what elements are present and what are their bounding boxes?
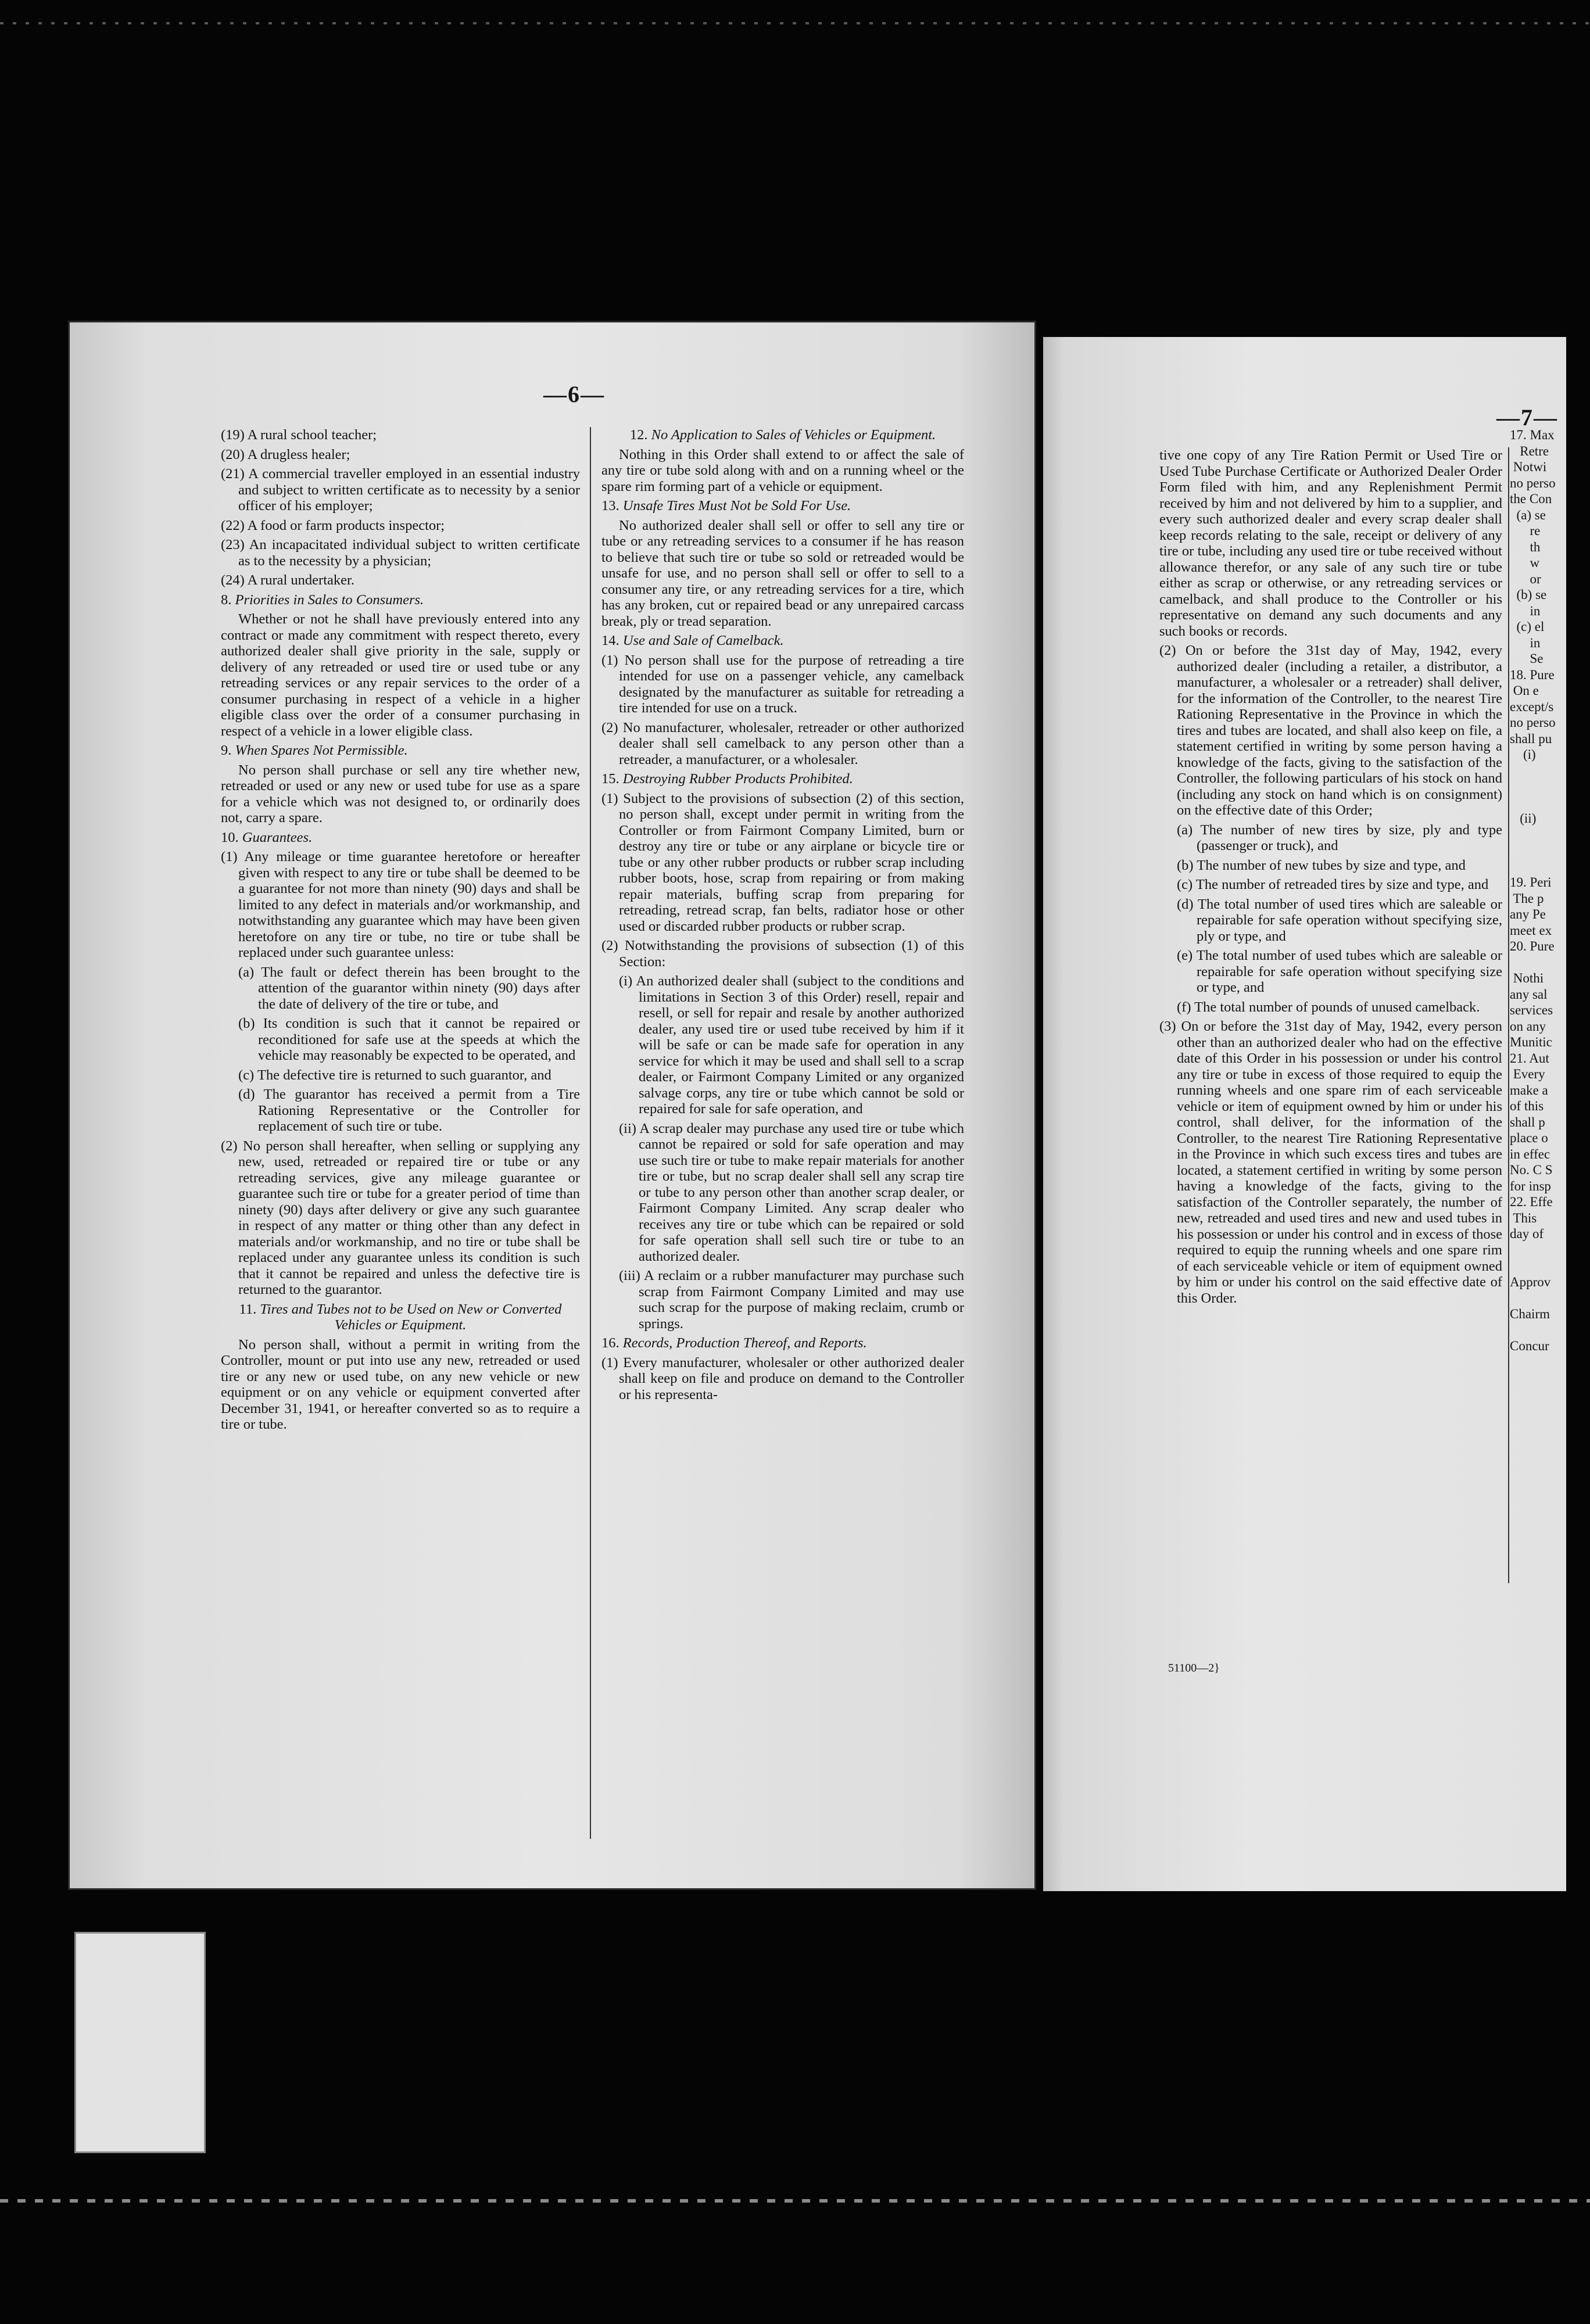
section-heading bbox=[601, 1335, 964, 1351]
cut-line: for insp bbox=[1510, 1178, 1551, 1193]
section-heading bbox=[601, 633, 964, 649]
cut-line: of this bbox=[1510, 1099, 1544, 1113]
cut-line: Chairm bbox=[1510, 1306, 1550, 1321]
clause: (iii) A reclaim or a rubber manufacturer may purchase such scrap from Fairmont Company Limited and may use such scrap for the purpose of making reclaim, crumb or springs. bbox=[619, 1268, 964, 1332]
section-title: When Spares Not Permissible. bbox=[235, 743, 408, 758]
clause: (b) The number of new tubes by size and type, and bbox=[1177, 857, 1466, 873]
section-heading bbox=[221, 830, 580, 846]
clause: (c) The number of retreaded tires by size and type, and bbox=[1177, 877, 1489, 892]
cut-line: Approv bbox=[1510, 1274, 1551, 1289]
cut-line: no perso bbox=[1510, 475, 1556, 490]
cut-line: On e bbox=[1510, 683, 1539, 698]
cut-line: any Pe bbox=[1510, 907, 1546, 921]
cut-line: no perso bbox=[1510, 715, 1556, 730]
section-number: 9. bbox=[221, 743, 235, 758]
section-heading bbox=[221, 743, 580, 759]
cut-line: 21. Aut bbox=[1510, 1050, 1549, 1066]
clause: (2) Notwithstanding the provisions of subsection (1) of this Section: bbox=[601, 938, 964, 970]
clause: (19) A rural school teacher; bbox=[221, 427, 377, 443]
clause: (ii) A scrap dealer may purchase any used tire or tube which cannot be repaired or sold for safe operation and may use such tire or tube to make repair materials for another tire or tube, but no scrap dealer shall sell any scrap tire or tube to any person other than another scrap dealer, or Fairmont Company Limited. Any scrap dealer who receives any tire or tube which can be repaired or sold for safe operation shall sell such tire or tube to an authorized dealer. bbox=[619, 1120, 964, 1264]
clause: (a) The number of new tires by size, ply and type (passenger or truck), and bbox=[1177, 822, 1502, 853]
cut-line: the Con bbox=[1510, 492, 1552, 506]
page-seven bbox=[1043, 337, 1566, 1891]
clause: (2) No person shall hereafter, when selling or supplying any new, used, retreaded or repaired tire or tube or any retreading services, give any mileage guarantee or guarantee such tire or tube for a greater period of time than ninety (90) days after delivery or give any such guarantee in respect of any matter or thing other than any defect in materials and/or workmanship, and no tire or tube shall be replaced under any guarantee unless its condition is such that it cannot be repaired and unless the defective tire is returned to the guarantor. bbox=[221, 1138, 580, 1297]
section-title: Tires and Tubes not to be Used on New or Converted Vehicles or Equipment. bbox=[260, 1301, 562, 1333]
left-column-one bbox=[221, 427, 580, 1436]
section-number: 10. bbox=[221, 829, 242, 845]
paragraph: No person shall purchase or sell any tire whether new, retreaded or used or any new or used tube for use as a spare for a vehicle which was not designed to, or ordinarily does not, carry a spare. bbox=[221, 762, 580, 826]
cut-line: This bbox=[1510, 1210, 1537, 1225]
cut-line: Nothi bbox=[1510, 971, 1544, 985]
page-six bbox=[70, 322, 1034, 1888]
section-heading bbox=[601, 771, 964, 787]
cut-line: make a bbox=[1510, 1082, 1548, 1098]
cut-line bbox=[1510, 1258, 1565, 1274]
cut-line: 18. Pure bbox=[1510, 667, 1555, 682]
cut-line: Notwi bbox=[1510, 460, 1547, 474]
paragraph: Whether or not he shall have previously entered into any contract or made any commitment with respect thereto, every authorized dealer shall give priority in the sale, supply or delivery of any retreaded or used tire or used tube or any retreading services or any repair services to the order of a consumer purchasing in respect of a vehicle in a higher eligible class over the order of a consumer purchasing in respect of a vehicle in a lower eligible class. bbox=[221, 611, 580, 739]
cut-line: 17. Max bbox=[1510, 428, 1555, 442]
section-number: 11. bbox=[239, 1301, 260, 1317]
column-divider bbox=[590, 427, 591, 1839]
section-title: Unsafe Tires Must Not be Sold For Use. bbox=[622, 498, 851, 514]
cut-line bbox=[1510, 827, 1565, 843]
paragraph: Nothing in this Order shall extend to or affect the sale of any tire or tube sold along with and on a running wheel or the spare rim forming part of a vehicle or equipment. bbox=[601, 446, 964, 494]
cut-line: in bbox=[1510, 635, 1541, 650]
cut-line: on any bbox=[1510, 1018, 1546, 1034]
clause: (21) A commercial traveller employed in an essential industry and subject to written certificate as to necessity by a senior officer of his employer; bbox=[221, 466, 580, 514]
cut-line: Munitic bbox=[1510, 1035, 1552, 1049]
clause: (3) On or before the 31st day of May, 1942, every person other than an authorized dealer who had on the effective date of this Order in his possession or under his control any tire or tube in excess of those required to equip the running wheels and one spare rim of each serviceable vehicle or item of equipment owned by him or under his control, shall deliver, for the information of the Controller, to the nearest Tire Rationing Representative in the Province in which such excess tires and tubes are located, a statement certified in writing by some person having a knowledge of the facts, giving to the satisfaction of the Controller separately, the number of new, retreaded and used tires and new and used tubes in his possession or under his control and in excess of those required to equip the running wheels and one spare rim of each serviceable vehicle or item of equipment owned by him or under his control on the said effective date of this Order. bbox=[1159, 1018, 1502, 1306]
clause: (20) A drugless healer; bbox=[221, 446, 350, 462]
cut-line bbox=[1510, 842, 1565, 859]
section-number: 16. bbox=[601, 1335, 623, 1351]
cut-line: shall p bbox=[1510, 1114, 1545, 1129]
cut-line: Se bbox=[1510, 651, 1544, 666]
section-heading bbox=[601, 498, 964, 514]
section-heading bbox=[221, 1301, 580, 1333]
clause: (d) The total number of used tires which are saleable or repairable for safe operation without specifying size, ply or type, and bbox=[1177, 896, 1502, 944]
cut-line: The p bbox=[1510, 891, 1544, 906]
cut-line: Retre bbox=[1510, 443, 1549, 458]
cut-line bbox=[1510, 795, 1565, 811]
clause: (e) The total number of used tubes which are saleable or repairable for safe operation without specifying size or type, and bbox=[1177, 948, 1502, 995]
cut-line: Concur bbox=[1510, 1338, 1549, 1353]
paper-stub bbox=[74, 1932, 206, 2153]
clause: (1) No person shall use for the purpose of retreading a tire intended for use on a passenger vehicle, any camelback designated by the manufacturer as suitable for retreading a tire intended for use on a truck. bbox=[601, 652, 964, 716]
cut-line: (i) bbox=[1510, 747, 1536, 762]
cut-line: 20. Pure bbox=[1510, 939, 1555, 953]
cut-line: services bbox=[1510, 1003, 1553, 1017]
paragraph: No authorized dealer shall sell or offer to sell any tire or tube or any retreading services to a consumer if he has reason to believe that such tire or tube so sold or retreaded would be unsafe for use, and no person shall sell or offer to sell to a consumer any tire, or any retreading services for a tire, which has any broken, cut or repaired bead or any unrepaired carcass break, ply or tread separation. bbox=[601, 517, 964, 629]
right-column-one bbox=[1159, 447, 1502, 1310]
section-heading bbox=[601, 427, 964, 443]
cut-line: 19. Peri bbox=[1510, 875, 1552, 890]
scan-edge-noise-top bbox=[0, 22, 1590, 24]
cut-line bbox=[1510, 763, 1565, 779]
section-title: Priorities in Sales to Consumers. bbox=[235, 591, 424, 608]
cut-off-column bbox=[1510, 427, 1565, 1354]
section-number: 14. bbox=[601, 633, 623, 648]
clause: (c) The defective tire is returned to such guarantor, and bbox=[238, 1067, 552, 1083]
cut-line bbox=[1510, 1242, 1565, 1258]
cut-line: w bbox=[1510, 555, 1540, 570]
clause: (23) An incapacitated individual subject to written certificate as to the necessity by a physician; bbox=[221, 537, 580, 569]
cut-line bbox=[1510, 1322, 1565, 1338]
left-column-two bbox=[601, 427, 964, 1406]
cut-line: (b) se bbox=[1510, 587, 1547, 602]
cut-line: except/s bbox=[1510, 699, 1554, 714]
page-number: —6— bbox=[543, 381, 605, 407]
cut-line: in bbox=[1510, 603, 1541, 618]
cut-line: place o bbox=[1510, 1131, 1548, 1145]
clause: (1) Subject to the provisions of subsection (2) of this section, no person shall, except under permit in writing from the Controller or from Fairmont Company Limited, burn or destroy any tire or tube or any airplane or bicycle tire or tube or any other rubber products or rubber scrap including rubber boots, hose, scrap from repairing or from making repair materials, buffing scrap from preparing for retreading, retread scrap, fan belts, radiator hose or other used or discarded rubber products or rubber scrap. bbox=[601, 790, 964, 934]
cut-line bbox=[1510, 955, 1565, 971]
section-title: Destroying Rubber Products Prohibited. bbox=[622, 771, 853, 787]
clause: (i) An authorized dealer shall (subject to the conditions and limitations in Section 3 of this Order) resell, repair and resell, or sell for repair and resale by another authorized dealer, any used tire or used tube received by him if it will be safe or can be made safe for operation in any service for which it may be used and shall sell to a scrap dealer, or Fairmont Company Limited or any organized salvage corps, any tire or tube which cannot be sold or repaired for sale for safe operation, and bbox=[619, 973, 964, 1117]
cut-line: (c) el bbox=[1510, 619, 1545, 634]
section-number: 13. bbox=[601, 498, 623, 514]
clause: (d) The guarantor has received a permit from a Tire Rationing Representative or the Controller for replacement of such tire or tube. bbox=[238, 1086, 580, 1134]
clause: (1) Any mileage or time guarantee heretofore or hereafter given with respect to any tire or tube shall be deemed to be a guarantee for not more than ninety (90) days and shall be limited to any defect in materials and/or workmanship, and notwithstanding any guarantee which may have been given heretofore on any tire or tube, no tire or tube shall be replaced under such guarantee unless: bbox=[221, 849, 580, 960]
section-number: 12. bbox=[629, 427, 651, 443]
section-title: Guarantees. bbox=[242, 829, 313, 845]
cut-line: meet ex bbox=[1510, 923, 1552, 938]
section-number: 8. bbox=[221, 591, 235, 608]
clause: (2) No manufacturer, wholesaler, retreader or other authorized dealer shall sell camelback to any person other than a retreader, a manufacturer, or a wholesaler. bbox=[601, 719, 964, 768]
section-title: Records, Production Thereof, and Reports. bbox=[622, 1335, 867, 1351]
section-number: 15. bbox=[601, 771, 623, 787]
cut-line: th bbox=[1510, 539, 1541, 554]
cut-line: (ii) bbox=[1510, 811, 1537, 826]
clause: (f) The total number of pounds of unused camelback. bbox=[1177, 999, 1480, 1015]
cut-line: (a) se bbox=[1510, 507, 1546, 522]
cut-line: No. C S bbox=[1510, 1163, 1553, 1177]
section-title: Use and Sale of Camelback. bbox=[622, 633, 784, 648]
cut-line bbox=[1510, 1290, 1565, 1306]
page-number: —7— bbox=[1496, 404, 1558, 431]
paragraph: tive one copy of any Tire Ration Permit or Used Tire or Used Tube Purchase Certificate or Authorized Dealer Order Form filed with him, and any Replenishment Permit received by him and not delivered by him to a supplier, and every such authorized dealer and every scrap dealer shall keep records relating to the sale, receipt or delivery of any tire or tube, including any used tire or tube received without allowance therefor, or any sale of any such tire or tube either as scrap or otherwise, or any retreading services or camelback, and shall produce to the Controller or his representative on demand any such documents and any such books or records. bbox=[1159, 447, 1502, 639]
clause: (1) Every manufacturer, wholesaler or other authorized dealer shall keep on file and produce on demand to the Controller or his representa- bbox=[601, 1354, 964, 1403]
cut-line: shall pu bbox=[1510, 731, 1552, 746]
cut-line: 22. Effe bbox=[1510, 1195, 1553, 1209]
column-divider bbox=[1508, 447, 1509, 1583]
section-title: No Application to Sales of Vehicles or Equipment. bbox=[651, 427, 936, 443]
clause: (24) A rural undertaker. bbox=[221, 572, 354, 588]
print-code: 51100—2} bbox=[1168, 1662, 1220, 1674]
section-heading bbox=[221, 592, 580, 608]
cut-line: or bbox=[1510, 571, 1541, 586]
clause: (a) The fault or defect therein has been brought to the attention of the guarantor within ninety (90) days after the date of delivery of the tire or tube, and bbox=[238, 964, 580, 1012]
cut-line: any sal bbox=[1510, 987, 1548, 1002]
paragraph: No person shall, without a permit in writing from the Controller, mount or put into use any new, retreaded or used tire or any new or used tube, on any new vehicle or new equipment or on any vehicle or equipment converted after December 31, 1941, or hereafter converted so as to require a tire or tube. bbox=[221, 1336, 580, 1432]
clause: (22) A food or farm products inspector; bbox=[221, 517, 445, 533]
cut-line: day of bbox=[1510, 1226, 1544, 1241]
scan-edge-noise-bottom bbox=[0, 2199, 1590, 2203]
cut-line bbox=[1510, 859, 1565, 875]
cut-line: in effec bbox=[1510, 1146, 1550, 1161]
clause: (b) Its condition is such that it cannot be repaired or reconditioned for safe use at the speeds at which the vehicle may reasonably be expected to be operated, and bbox=[238, 1016, 580, 1063]
cut-line bbox=[1510, 779, 1565, 795]
cut-line: Every bbox=[1510, 1067, 1545, 1081]
cut-line: re bbox=[1510, 523, 1541, 538]
clause: (2) On or before the 31st day of May, 1942, every authorized dealer (including a retailer, a distributor, a manufacturer, a wholesaler or a retreader) shall deliver, for the information of the Controller, to the nearest Tire Rationing Representative in the Province in which the tires and tubes are located, and shall also keep on file, a statement certified in writing by some person having a knowledge of the facts, giving to the satisfaction of the Controller, the following particulars of his stock on hand (including any stock on hand which is on consignment) on the effective date of this Order; bbox=[1159, 643, 1502, 818]
